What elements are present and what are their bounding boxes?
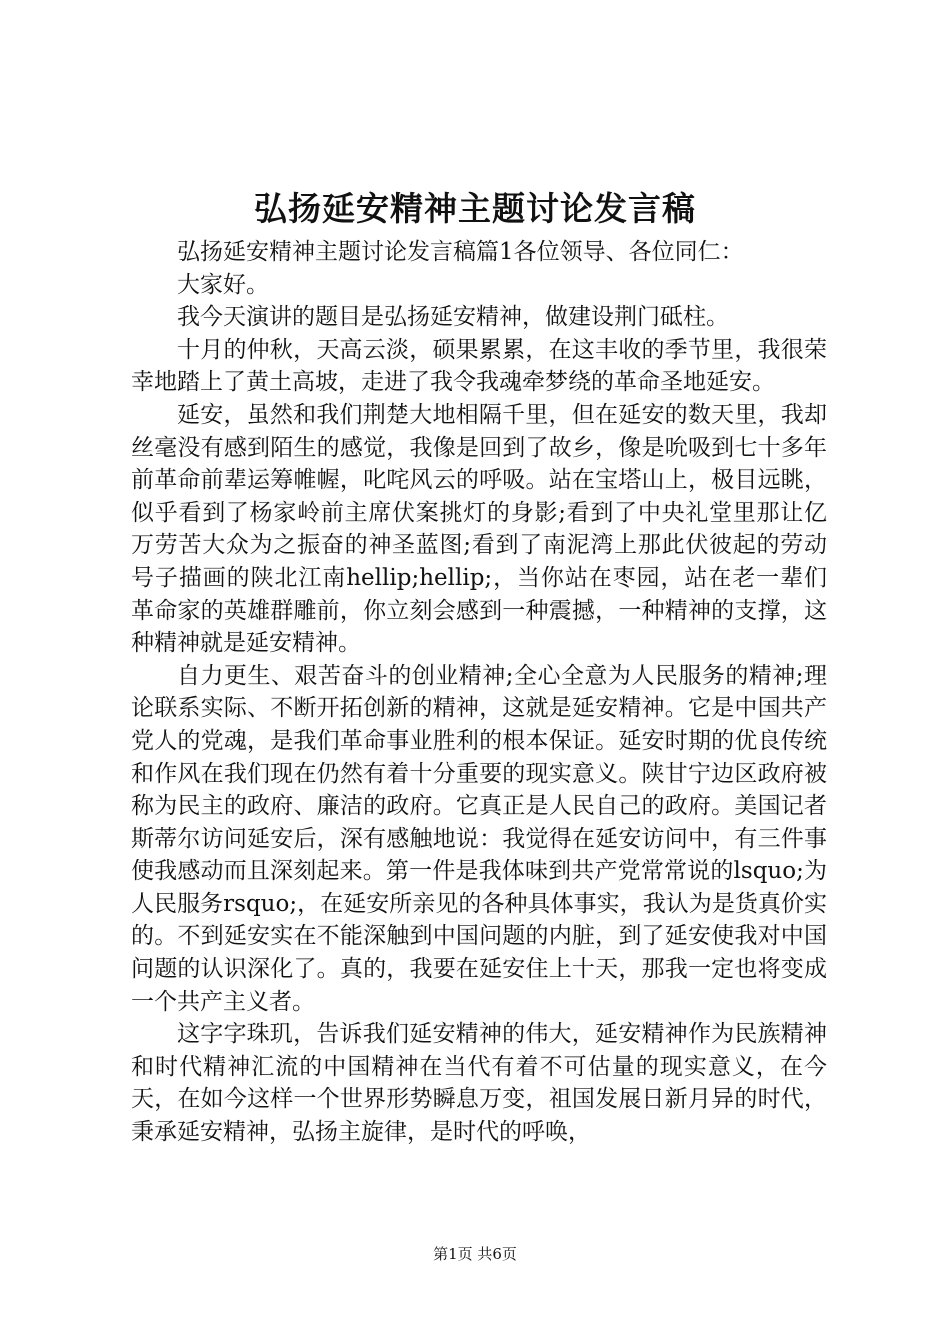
paragraph-1: 弘扬延安精神主题讨论发言稿篇1各位领导、各位同仁： xyxy=(177,239,744,265)
document-body xyxy=(131,236,827,1149)
paragraph-3: 我今天演讲的题目是弘扬延安精神，做建设荆门砥柱。 xyxy=(177,304,729,331)
page-title: 弘扬延安精神主题讨论发言稿 xyxy=(254,189,696,228)
page-footer: 第1页 共6页 xyxy=(433,1245,517,1263)
paragraph-6: 自力更生、艰苦奋斗的创业精神;全心全意为人民服务的精神;理论联系实际、不断开拓创新的精神，这就是延安精神。它是中国共产党人的党魂，是我们革命事业胜利的根本保证。延安时期的优良传统和作风在我们现在仍然有着十分重要的现实意义。陕甘宁边区政府被称为民主的政府、廉洁的政府。它真正是人民自己的政府。美国记者斯蒂尔访问延安后，深有感触地说：我觉得在延安访问中，有三件事使我感动而且深刻起来。第一件是我体味到共产党常常说的lsquo;为人民服务rsquo;，在延安所亲见的各种具体事实，我认为是货真价实的。不到延安实在不能深触到中国问题的内脏，到了延安使我对中国问题的认识深化了。真的，我要在延安住上十天，那我一定也将变成一个共产主义者。 xyxy=(131,662,827,1015)
paragraph-7: 这字字珠玑，告诉我们延安精神的伟大，延安精神作为民族精神和时代精神汇流的中国精神在当代有着不可估量的现实意义，在今天，在如今这样一个世界形势瞬息万变，祖国发展日新月异的时代，秉承延安精神，弘扬主旋律，是时代的呼唤， xyxy=(131,1021,827,1146)
paragraph-5: 延安，虽然和我们荆楚大地相隔千里，但在延安的数天里，我却丝毫没有感到陌生的感觉，我像是回到了故乡，像是吮吸到七十多年前革命前辈运筹帷幄，叱咤风云的呼吸。站在宝塔山上，极目远眺，似乎看到了杨家岭前主席伏案挑灯的身影;看到了中央礼堂里那让亿万劳苦大众为之振奋的神圣蓝图;看到了南泥湾上那此伏彼起的劳动号子描画的陕北江南hellip;hellip;，当你站在枣园，站在老一辈们革命家的英雄群雕前，你立刻会感到一种震撼，一种精神的支撑，这种精神就是延安精神。 xyxy=(131,401,827,657)
paragraph-4: 十月的仲秋，天高云淡，硕果累累，在这丰收的季节里，我很荣幸地踏上了黄土高坡，走进了我令我魂牵梦绕的革命圣地延安。 xyxy=(131,336,827,396)
paragraph-2: 大家好。 xyxy=(177,271,269,298)
